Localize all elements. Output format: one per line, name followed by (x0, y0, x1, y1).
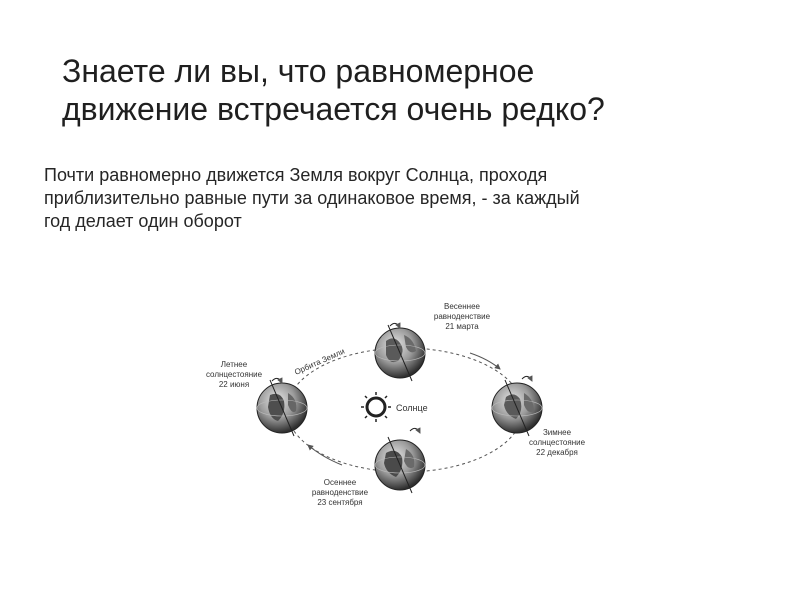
label-autumn-equinox (312, 478, 369, 507)
earth-globe-winter (492, 376, 542, 436)
label-winter-line-1: Зимнее (542, 428, 572, 437)
label-autumn-line-3: 23 сентября (317, 498, 363, 507)
slide-title-line-1: Знаете ли вы, что равномерное (62, 53, 535, 89)
earth-globe-spring (375, 323, 425, 381)
body-line-2: приблизительно равные пути за одинаковое время, - за каждый (44, 188, 580, 208)
earth-orbit-diagram (200, 295, 610, 515)
label-winter-solstice (529, 428, 586, 457)
label-winter-line-3: 22 декабря (536, 448, 578, 457)
slide-body-text (44, 164, 764, 233)
label-spring-line-2: равноденствие (433, 312, 491, 321)
label-spring-line-1: Весеннее (444, 302, 480, 311)
orbit-direction-arrow (470, 353, 500, 369)
label-spring-line-3: 21 марта (445, 322, 479, 331)
label-summer-line-3: 22 июня (218, 380, 250, 389)
earth-orbit-svg (200, 295, 610, 515)
earth-globe-autumn (375, 428, 425, 493)
label-autumn-line-1: Осеннее (323, 478, 357, 487)
label-summer-line-2: солнцестояние (205, 370, 263, 379)
earth-globe-summer (257, 378, 307, 436)
slide-title-line-2: движение встречается очень редко? (62, 91, 605, 127)
body-line-3: год делает один оборот (44, 211, 242, 231)
label-winter-line-2: солнцестояние (528, 438, 586, 447)
sun-label: Солнце (396, 403, 428, 413)
body-line-1: Почти равномерно движется Земля вокруг Солнца, проходя (44, 165, 548, 185)
sun-icon (361, 392, 391, 422)
orbit-label: Орбита Земли (293, 346, 347, 377)
label-spring-equinox (434, 302, 491, 331)
orbit-direction-arrow (308, 445, 342, 465)
label-summer-solstice (206, 360, 263, 389)
label-summer-line-1: Летнее (220, 360, 248, 369)
label-autumn-line-2: равноденствие (311, 488, 369, 497)
slide-title (62, 52, 762, 128)
